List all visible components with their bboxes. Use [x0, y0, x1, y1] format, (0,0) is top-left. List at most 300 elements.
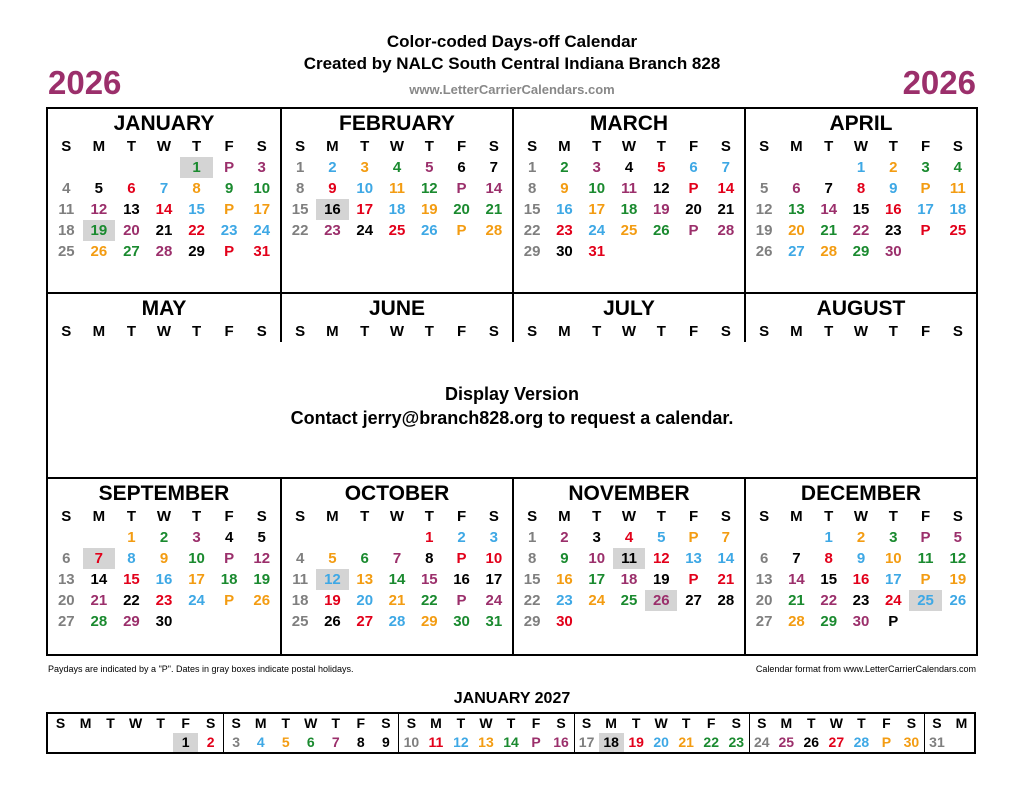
day-cell[interactable]: 30	[453, 613, 470, 630]
day-cell[interactable]: 7	[792, 550, 801, 567]
day-cell[interactable]: 1	[856, 159, 866, 176]
weekday-header	[746, 507, 976, 527]
day-cell[interactable]: 27	[123, 243, 140, 260]
day-cell[interactable]: 6	[360, 550, 369, 567]
day-cell[interactable]: 13	[478, 734, 494, 750]
day-cell[interactable]: 19	[83, 220, 116, 241]
payday-cell[interactable]: P	[688, 529, 699, 546]
weekday-label: T	[592, 508, 602, 525]
weekday-label: T	[824, 323, 834, 340]
day-cell[interactable]: 30	[903, 734, 920, 750]
day-cell[interactable]: 31	[588, 243, 606, 260]
day-cell[interactable]: 1	[824, 529, 833, 546]
day-cell[interactable]: 9	[889, 180, 898, 197]
empty-cell	[381, 527, 413, 548]
day-cell[interactable]: 8	[527, 180, 537, 197]
day-cell[interactable]: 26	[324, 613, 341, 630]
day-cell[interactable]: 2	[206, 734, 215, 750]
day-cell[interactable]: 10	[188, 550, 205, 567]
day-cell[interactable]: 12	[652, 180, 670, 197]
weekday-label: W	[304, 715, 318, 731]
day-cell[interactable]: 25	[388, 222, 406, 239]
day-cell[interactable]: 3	[257, 159, 266, 176]
day-cell[interactable]: 23	[220, 222, 238, 239]
day-cell[interactable]: 1	[127, 529, 136, 546]
weekday-label: S	[406, 715, 417, 731]
weekday-label: F	[688, 323, 699, 340]
day-cell[interactable]: 24	[485, 592, 503, 609]
day-cell[interactable]: 7	[489, 159, 499, 176]
day-cell[interactable]: 25	[778, 734, 795, 750]
day-cell[interactable]: 12	[316, 569, 348, 590]
day-cell[interactable]: 22	[123, 592, 140, 609]
payday-cell[interactable]: P	[224, 201, 235, 218]
day-cell[interactable]: 26	[755, 243, 773, 260]
day-cell[interactable]: 3	[192, 529, 201, 546]
day-cell[interactable]: 26	[949, 592, 967, 609]
day-cell[interactable]: 15	[188, 201, 205, 218]
day-cell[interactable]: 4	[224, 529, 234, 546]
month-name: MAY	[141, 297, 187, 320]
day-cell[interactable]: 15	[523, 571, 541, 588]
day-cell[interactable]: 7	[331, 734, 340, 750]
day-cell[interactable]: 13	[755, 571, 773, 588]
day-cell[interactable]: 3	[889, 529, 898, 546]
day-cell[interactable]: 14	[717, 180, 735, 197]
day-cell[interactable]: 2	[159, 529, 169, 546]
payday-cell[interactable]: P	[224, 159, 235, 176]
day-cell[interactable]: 7	[159, 180, 169, 197]
day-cell[interactable]: 17	[884, 571, 902, 588]
day-cell[interactable]: 11	[58, 201, 75, 218]
day-cell[interactable]: 21	[788, 592, 805, 609]
day-cell[interactable]: 4	[392, 159, 402, 176]
day-cell[interactable]: 30	[852, 613, 870, 630]
payday-cell[interactable]: P	[920, 180, 931, 197]
day-cell[interactable]: 23	[556, 222, 573, 239]
jan2027-day-column	[123, 714, 148, 752]
day-cell[interactable]: 17	[253, 201, 271, 218]
day-cell[interactable]: 12	[420, 180, 438, 197]
day-cell[interactable]: 22	[523, 222, 541, 239]
day-cell[interactable]: 12	[90, 201, 108, 218]
day-cell[interactable]: 15	[420, 571, 438, 588]
day-cell[interactable]: 6	[759, 550, 769, 567]
day-cell[interactable]: 15	[852, 201, 870, 218]
day-cell[interactable]: 8	[192, 180, 201, 197]
day-cell[interactable]: 22	[420, 592, 438, 609]
day-cell[interactable]: 9	[328, 180, 337, 197]
month-name: AUGUST	[816, 297, 906, 320]
month-october	[280, 479, 512, 656]
day-cell[interactable]: 15	[291, 201, 309, 218]
day-cell[interactable]: 25	[909, 590, 941, 611]
day-cell[interactable]: 5	[94, 180, 104, 197]
day-cell[interactable]: 13	[123, 201, 140, 218]
day-cell[interactable]: 29	[420, 613, 438, 630]
day-cell[interactable]: 18	[620, 571, 638, 588]
day-cell[interactable]: 23	[155, 592, 173, 609]
day-cell[interactable]: 18	[291, 592, 309, 609]
day-cell[interactable]: 14	[155, 201, 173, 218]
day-cell[interactable]: 7	[721, 529, 731, 546]
day-cell[interactable]: 1	[425, 529, 434, 546]
day-cell[interactable]: 8	[856, 180, 866, 197]
day-cell[interactable]: 11	[389, 180, 405, 197]
day-cell[interactable]: 7	[392, 550, 402, 567]
day-cell[interactable]: 4	[624, 529, 634, 546]
months-row-may-aug	[48, 292, 976, 477]
day-cell[interactable]: 5	[657, 529, 666, 546]
day-cell[interactable]: 10	[588, 180, 606, 197]
week-row	[282, 157, 512, 178]
payday-cell[interactable]: P	[920, 222, 931, 239]
day-cell[interactable]: 14	[820, 201, 838, 218]
day-cell[interactable]: 28	[820, 243, 838, 260]
day-cell[interactable]: 19	[755, 222, 773, 239]
day-cell[interactable]: 2	[457, 529, 466, 546]
day-cell[interactable]: 9	[159, 550, 169, 567]
day-cell[interactable]: 5	[328, 550, 337, 567]
day-cell[interactable]: 24	[588, 592, 606, 609]
day-cell[interactable]: 21	[155, 222, 173, 239]
day-cell[interactable]: 14	[717, 550, 735, 567]
day-cell[interactable]: 21	[678, 734, 694, 750]
day-cell[interactable]: 6	[457, 159, 466, 176]
day-cell[interactable]: 9	[224, 180, 234, 197]
payday-cell[interactable]: P	[456, 222, 467, 239]
day-cell[interactable]: 19	[652, 201, 670, 218]
day-cell[interactable]: 17	[588, 201, 606, 218]
day-cell[interactable]: 26	[253, 592, 271, 609]
day-cell[interactable]: 29	[820, 613, 838, 630]
day-cell[interactable]: 20	[788, 222, 805, 239]
day-cell[interactable]: 4	[295, 550, 305, 567]
day-cell[interactable]: 28	[853, 734, 870, 750]
day-cell[interactable]: 17	[485, 571, 503, 588]
day-cell[interactable]: 13	[685, 550, 702, 567]
day-cell[interactable]: 3	[592, 529, 601, 546]
day-cell[interactable]: 21	[388, 592, 406, 609]
payday-cell[interactable]: P	[688, 571, 699, 588]
day-cell[interactable]: 14	[388, 571, 406, 588]
day-cell[interactable]: 13	[356, 571, 374, 588]
day-cell[interactable]: 8	[295, 180, 305, 197]
day-cell[interactable]: 4	[62, 180, 71, 197]
day-cell[interactable]: 25	[620, 222, 638, 239]
week-row	[514, 157, 744, 178]
day-cell[interactable]: 31	[929, 734, 945, 750]
day-cell[interactable]: 20	[755, 592, 773, 609]
weekday-label: F	[920, 508, 931, 525]
day-cell[interactable]: 29	[523, 243, 541, 260]
day-cell[interactable]: 4	[624, 159, 634, 176]
day-cell[interactable]: 14	[503, 734, 519, 750]
day-cell[interactable]: 26	[420, 222, 438, 239]
weekday-label: S	[556, 715, 566, 731]
day-cell[interactable]: 13	[788, 201, 805, 218]
day-cell[interactable]: 17	[356, 201, 374, 218]
day-cell[interactable]: 9	[560, 180, 569, 197]
day-cell[interactable]: 16	[852, 571, 870, 588]
day-cell[interactable]: 11	[613, 548, 645, 569]
day-cell[interactable]: 28	[388, 613, 406, 630]
empty-cell	[909, 611, 941, 632]
day-cell[interactable]: 18	[57, 222, 75, 239]
day-cell[interactable]: 8	[127, 550, 136, 567]
day-cell[interactable]: 23	[324, 222, 341, 239]
day-cell[interactable]: 2	[560, 529, 569, 546]
day-cell[interactable]: 12	[755, 201, 773, 218]
day-cell[interactable]: 7	[824, 180, 833, 197]
day-cell[interactable]: 6	[689, 159, 698, 176]
day-cell[interactable]: 9	[856, 550, 866, 567]
payday-cell[interactable]: P	[888, 613, 899, 630]
day-cell[interactable]: 31	[485, 613, 503, 630]
day-cell[interactable]: 1	[527, 529, 537, 546]
day-cell[interactable]: 13	[57, 571, 75, 588]
payday-cell[interactable]: P	[224, 243, 235, 260]
day-cell[interactable]: 11	[428, 734, 444, 750]
day-cell[interactable]: 25	[57, 243, 75, 260]
day-cell[interactable]: 30	[155, 613, 173, 630]
day-cell[interactable]: 28	[485, 222, 503, 239]
day-cell[interactable]: 12	[453, 734, 469, 750]
day-cell[interactable]: 25	[620, 592, 638, 609]
day-cell[interactable]: 9	[381, 734, 390, 750]
day-cell[interactable]: 16	[884, 201, 902, 218]
day-cell[interactable]: 29	[852, 243, 870, 260]
day-cell[interactable]: 27	[828, 734, 845, 750]
day-cell[interactable]: 19	[324, 592, 341, 609]
day-cell[interactable]: 15	[820, 571, 838, 588]
day-cell[interactable]: 22	[703, 734, 719, 750]
day-cell[interactable]: 14	[485, 180, 503, 197]
day-cell[interactable]: 6	[792, 180, 801, 197]
day-cell[interactable]: 14	[788, 571, 805, 588]
day-cell[interactable]: 4	[256, 734, 265, 750]
year-calendar-grid	[46, 107, 978, 656]
day-cell[interactable]: 1	[527, 159, 537, 176]
day-cell[interactable]: 2	[328, 159, 337, 176]
day-cell[interactable]: 28	[717, 592, 735, 609]
day-cell[interactable]: 7	[721, 159, 731, 176]
day-cell[interactable]: 22	[188, 222, 205, 239]
day-cell[interactable]: 17	[578, 734, 595, 750]
day-cell[interactable]: 12	[949, 550, 967, 567]
day-cell[interactable]: 26	[645, 590, 677, 611]
day-cell[interactable]: 8	[356, 734, 365, 750]
day-cell[interactable]: 21	[717, 571, 735, 588]
day-cell[interactable]: 23	[556, 592, 573, 609]
day-cell[interactable]: 6	[127, 180, 136, 197]
day-cell[interactable]: 3	[489, 529, 499, 546]
day-cell[interactable]: 3	[592, 159, 601, 176]
day-cell[interactable]: 7	[83, 548, 116, 569]
day-cell[interactable]: 20	[685, 201, 702, 218]
day-cell[interactable]: 10	[253, 180, 271, 197]
day-cell[interactable]: 2	[889, 159, 898, 176]
day-cell[interactable]: 19	[253, 571, 271, 588]
day-cell[interactable]: 25	[949, 222, 967, 239]
day-cell[interactable]: 24	[884, 592, 902, 609]
day-cell[interactable]: 14	[90, 571, 108, 588]
day-cell[interactable]: 8	[824, 550, 833, 567]
day-cell[interactable]: 5	[953, 529, 963, 546]
day-cell[interactable]: 27	[788, 243, 805, 260]
day-cell[interactable]: 19	[420, 201, 438, 218]
day-cell[interactable]: 2	[856, 529, 866, 546]
day-cell[interactable]: 5	[425, 159, 434, 176]
day-cell[interactable]: 16	[155, 571, 173, 588]
day-cell[interactable]: 30	[556, 613, 573, 630]
day-cell[interactable]: 6	[62, 550, 71, 567]
day-cell[interactable]: 18	[388, 201, 406, 218]
day-cell[interactable]: 11	[917, 550, 934, 567]
day-cell[interactable]: 12	[253, 550, 271, 567]
day-cell[interactable]: 16	[453, 571, 470, 588]
day-cell[interactable]: 27	[755, 613, 773, 630]
day-cell[interactable]: 19	[949, 571, 967, 588]
day-cell[interactable]: 18	[599, 733, 624, 752]
payday-cell[interactable]: P	[224, 550, 235, 567]
day-cell[interactable]: 2	[560, 159, 569, 176]
day-cell[interactable]: 29	[188, 243, 205, 260]
day-cell[interactable]: 26	[90, 243, 108, 260]
day-cell[interactable]: 8	[527, 550, 537, 567]
day-cell[interactable]: 15	[523, 201, 541, 218]
day-cell[interactable]: 3	[360, 159, 369, 176]
payday-cell[interactable]: P	[456, 180, 467, 197]
day-cell[interactable]: 5	[759, 180, 769, 197]
day-cell[interactable]: 19	[652, 571, 670, 588]
day-cell[interactable]: 17	[917, 201, 934, 218]
day-cell[interactable]: 20	[453, 201, 470, 218]
day-cell[interactable]: 24	[753, 734, 770, 750]
day-cell[interactable]: 28	[155, 243, 173, 260]
day-cell[interactable]: 18	[220, 571, 238, 588]
day-cell[interactable]: 18	[949, 201, 967, 218]
day-cell[interactable]: 12	[652, 550, 670, 567]
day-cell[interactable]: 17	[188, 571, 205, 588]
day-cell[interactable]: 24	[356, 222, 374, 239]
day-cell[interactable]: 22	[820, 592, 838, 609]
day-cell[interactable]: 21	[717, 201, 735, 218]
day-cell[interactable]: 18	[620, 201, 638, 218]
day-cell[interactable]: 20	[356, 592, 374, 609]
day-cell[interactable]: 10	[356, 180, 374, 197]
payday-cell[interactable]: P	[224, 592, 235, 609]
day-cell[interactable]: 27	[356, 613, 374, 630]
day-cell[interactable]: 10	[485, 550, 503, 567]
payday-cell[interactable]: P	[456, 550, 467, 567]
weekday-label: T	[331, 715, 341, 731]
day-cell[interactable]: 8	[425, 550, 434, 567]
day-cell[interactable]: 16	[556, 571, 573, 588]
day-cell[interactable]: 16	[556, 201, 573, 218]
day-cell[interactable]: 20	[653, 734, 669, 750]
day-cell[interactable]: 10	[588, 550, 606, 567]
day-cell[interactable]: 28	[788, 613, 805, 630]
payday-cell[interactable]: P	[920, 571, 931, 588]
day-cell[interactable]: 21	[90, 592, 108, 609]
day-cell[interactable]: 30	[556, 243, 573, 260]
day-cell[interactable]: 5	[257, 529, 266, 546]
day-cell[interactable]: 23	[884, 222, 902, 239]
day-cell[interactable]: 6	[306, 734, 315, 750]
day-cell[interactable]: 30	[884, 243, 902, 260]
day-cell[interactable]: 19	[628, 734, 644, 750]
day-cell[interactable]: 23	[728, 734, 745, 750]
day-cell[interactable]: 28	[90, 613, 108, 630]
jan2027-day-column	[323, 714, 348, 752]
day-cell[interactable]: 24	[188, 592, 205, 609]
weekday-label: S	[759, 138, 770, 155]
day-cell[interactable]: 21	[820, 222, 838, 239]
payday-cell[interactable]: P	[456, 592, 467, 609]
day-cell[interactable]: 22	[291, 222, 309, 239]
day-cell[interactable]: 5	[657, 159, 666, 176]
day-cell[interactable]: 24	[253, 222, 271, 239]
day-cell[interactable]: 23	[852, 592, 870, 609]
day-cell[interactable]: 3	[921, 159, 930, 176]
day-cell[interactable]: 11	[621, 180, 637, 197]
weekday-label: S	[256, 138, 267, 155]
day-cell[interactable]: 20	[57, 592, 75, 609]
day-cell[interactable]: 29	[523, 613, 541, 630]
day-cell[interactable]: 10	[403, 734, 420, 750]
day-cell[interactable]: 1	[180, 157, 213, 178]
weekday-label: T	[824, 508, 834, 525]
day-cell[interactable]: 21	[485, 201, 503, 218]
day-cell[interactable]: 10	[884, 550, 902, 567]
weekday-label: S	[581, 715, 592, 731]
day-cell[interactable]: 28	[717, 222, 735, 239]
day-cell[interactable]: 22	[523, 592, 541, 609]
payday-cell[interactable]: P	[688, 222, 699, 239]
month-name: APRIL	[829, 112, 893, 135]
day-cell[interactable]: 20	[123, 222, 140, 239]
website-url[interactable]: www.LetterCarrierCalendars.com	[409, 82, 615, 97]
day-cell[interactable]: 9	[560, 550, 569, 567]
payday-cell[interactable]: P	[881, 734, 892, 750]
day-cell[interactable]: 16	[316, 199, 348, 220]
day-cell[interactable]: 15	[123, 571, 140, 588]
day-cell[interactable]: 29	[123, 613, 140, 630]
day-cell[interactable]: 25	[291, 613, 309, 630]
day-cell[interactable]: 26	[652, 222, 670, 239]
payday-cell[interactable]: P	[688, 180, 699, 197]
day-cell[interactable]: 1	[173, 733, 198, 752]
day-cell[interactable]: 11	[292, 571, 309, 588]
day-cell[interactable]: 22	[852, 222, 870, 239]
day-cell[interactable]: 31	[253, 243, 271, 260]
payday-cell[interactable]: P	[531, 734, 541, 750]
day-cell[interactable]: 27	[57, 613, 75, 630]
day-cell[interactable]: 1	[295, 159, 305, 176]
day-cell[interactable]: 4	[953, 159, 963, 176]
day-cell[interactable]: 24	[588, 222, 606, 239]
day-cell[interactable]: 17	[588, 571, 606, 588]
day-cell[interactable]: 11	[949, 180, 966, 197]
empty-cell	[613, 241, 645, 262]
day-cell[interactable]: 3	[232, 734, 241, 750]
day-cell[interactable]: 16	[553, 734, 569, 750]
day-cell[interactable]: 27	[685, 592, 702, 609]
payday-cell[interactable]: P	[920, 529, 931, 546]
day-cell[interactable]: 5	[281, 734, 290, 750]
day-cell[interactable]: 26	[803, 734, 820, 750]
